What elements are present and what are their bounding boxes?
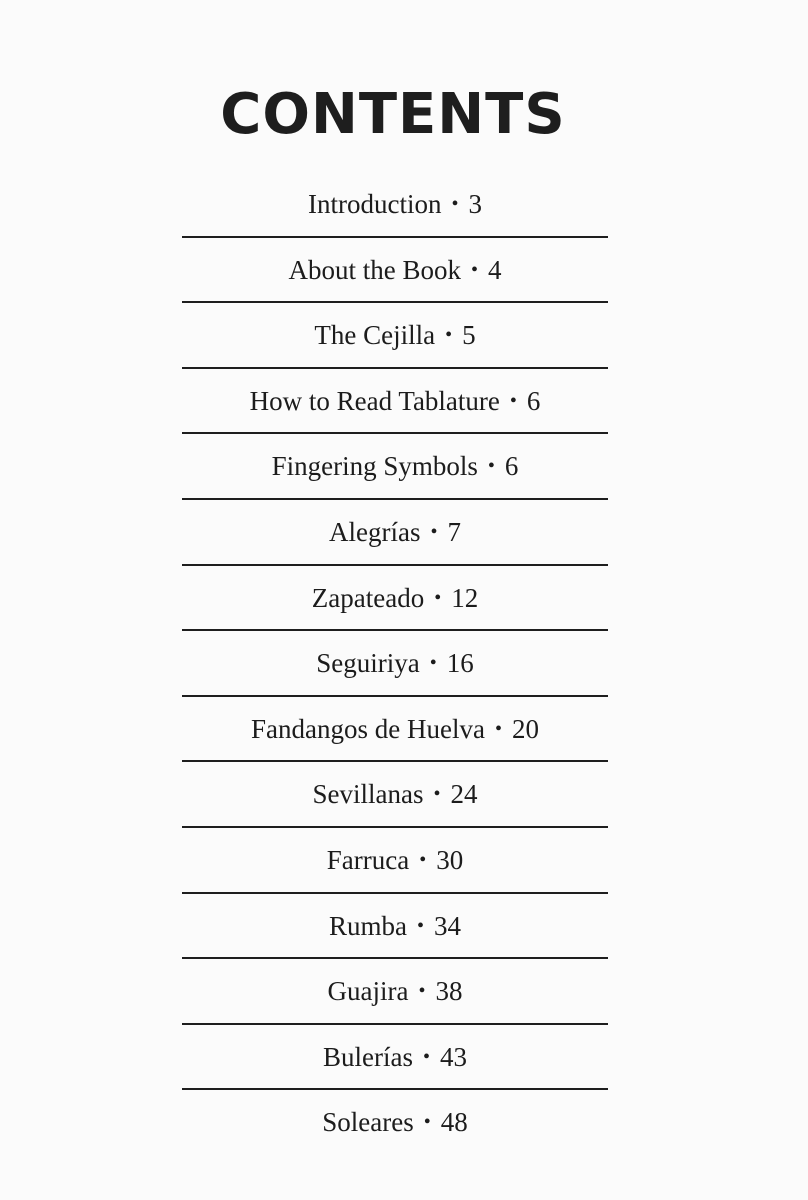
entry-page-number: 4 <box>488 254 502 285</box>
bullet-separator: • <box>451 193 459 215</box>
entry-page-number: 30 <box>436 844 464 875</box>
entry-title: Alegrías <box>329 516 421 547</box>
toc-entry <box>182 172 608 238</box>
entry-page-number: 6 <box>526 385 541 416</box>
contents-list <box>182 172 608 1156</box>
entry-page-number: 7 <box>447 516 461 547</box>
entry-title: Farruca <box>326 844 410 875</box>
bullet-separator: • <box>509 389 517 412</box>
entry-title: Introduction <box>308 189 442 219</box>
bullet-separator: • <box>429 652 437 675</box>
entry-title: Bulerías <box>323 1041 413 1072</box>
bullet-separator: • <box>422 1045 430 1068</box>
toc-entry <box>182 1025 608 1091</box>
entry-title: Soleares <box>322 1107 414 1138</box>
bullet-separator: • <box>434 586 442 609</box>
bullet-separator: • <box>487 455 495 478</box>
entry-title: Guajira <box>327 976 409 1007</box>
toc-entry <box>182 959 608 1025</box>
entry-page-number: 20 <box>511 713 539 744</box>
bullet-separator: • <box>430 520 438 543</box>
entry-title: Fingering Symbols <box>271 451 478 482</box>
entry-page-number: 6 <box>504 451 519 482</box>
bullet-separator: • <box>418 980 426 1003</box>
page-title: CONTENTS <box>220 82 566 147</box>
entry-title: Sevillanas <box>312 779 424 810</box>
toc-entry <box>182 369 608 435</box>
toc-entry <box>182 697 608 763</box>
bullet-separator: • <box>445 324 453 347</box>
toc-entry <box>182 566 608 632</box>
bullet-separator: • <box>494 717 502 740</box>
toc-entry <box>182 631 608 697</box>
bullet-separator: • <box>423 1111 431 1134</box>
entry-title: The Cejilla <box>314 320 436 351</box>
bullet-separator: • <box>419 848 427 871</box>
toc-entry <box>182 238 608 304</box>
entry-title: How to Read Tablature <box>249 385 500 416</box>
entry-title: Fandangos de Huelva <box>251 713 485 744</box>
entry-title: About the Book <box>288 254 461 285</box>
toc-entry <box>182 500 608 566</box>
entry-page-number: 48 <box>440 1107 468 1138</box>
bullet-separator: • <box>470 258 478 281</box>
toc-entry <box>182 1090 608 1156</box>
entry-page-number: 38 <box>435 976 463 1007</box>
entry-page-number: 43 <box>440 1041 467 1072</box>
entry-title: Rumba <box>328 910 407 941</box>
entry-page-number: 24 <box>450 779 478 810</box>
bullet-separator: • <box>416 914 424 937</box>
entry-page-number: 3 <box>468 189 482 219</box>
toc-entry <box>182 894 608 960</box>
toc-entry <box>182 303 608 369</box>
entry-title: Seguiriya <box>316 648 420 679</box>
toc-entry <box>182 434 608 500</box>
entry-page-number: 12 <box>451 582 479 613</box>
entry-page-number: 16 <box>446 648 474 679</box>
entry-page-number: 5 <box>462 320 476 351</box>
toc-entry <box>182 762 608 828</box>
bullet-separator: • <box>433 783 441 806</box>
toc-entry <box>182 828 608 894</box>
entry-title: Zapateado <box>311 582 425 613</box>
entry-page-number: 34 <box>434 910 461 941</box>
